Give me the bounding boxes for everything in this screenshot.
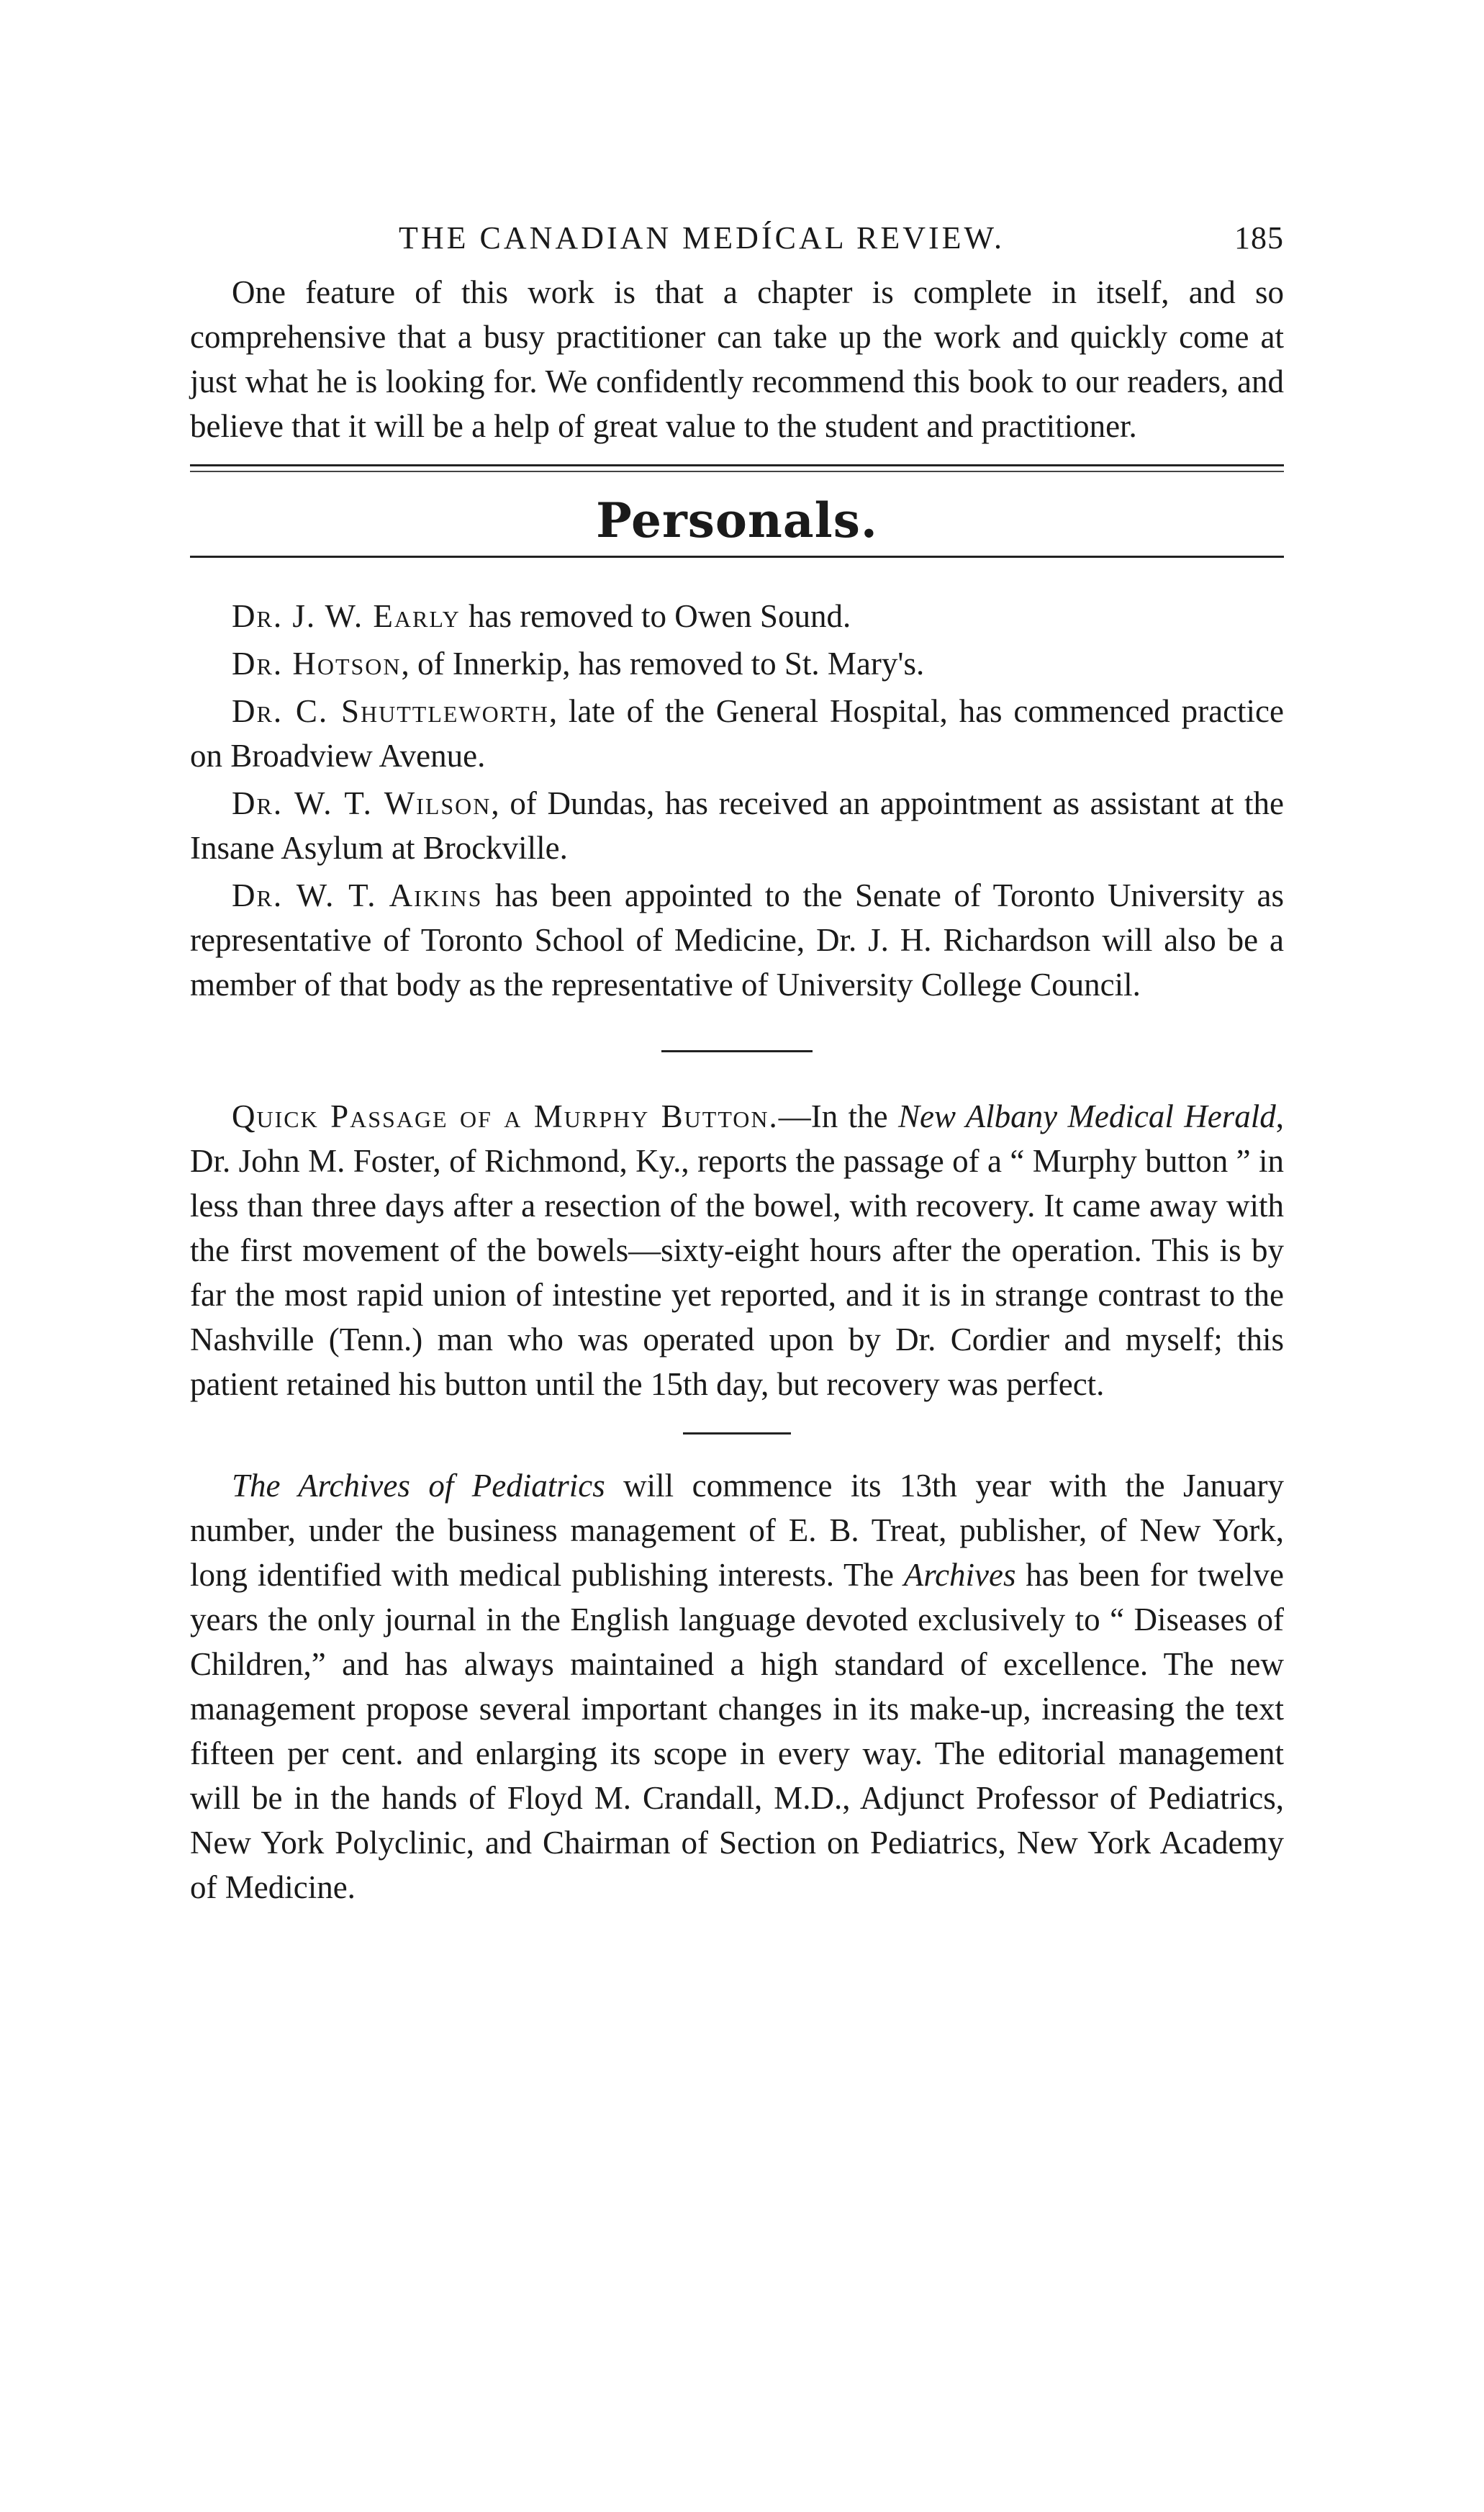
personal-item	[190, 689, 1284, 778]
personal-name: Dr. Hotson	[232, 646, 402, 682]
murphy-article	[190, 1094, 1284, 1406]
page-number: 185	[1234, 220, 1284, 256]
personal-name: Dr. J. W. Early	[232, 598, 461, 634]
personal-name: Dr. W. T. Wilson	[232, 785, 492, 821]
personal-item	[190, 873, 1284, 1007]
page	[190, 220, 1284, 1910]
archives-short-title: Archives	[903, 1557, 1016, 1593]
personal-text: has removed to Owen Sound.	[460, 598, 851, 634]
archives-text-2: has been for twelve years the only journal in the English language devoted exclusively to “ Diseases of Children,” and has always maintained a high standard of excellence. The new management propose several important changes in its make-up, increasing the text fifteen per cent. and enlarging its scope in every way. The editorial management will be in the hands of Floyd M. Crandall, M.D., Adjunct Professor of Pediatrics, New York Polyclinic, and Chairman of Section on Pediatrics, New York Academy of Medicine.	[190, 1557, 1284, 1905]
article-divider	[661, 1050, 813, 1052]
section-rule	[190, 556, 1284, 558]
personal-name: Dr. W. T. Aikins	[232, 877, 483, 913]
section-divider	[190, 464, 1284, 472]
personal-text: , of Dundas, has received an appointment as assistant at the Insane Asylum at Brockville.	[190, 785, 1284, 866]
intro-paragraph: One feature of this work is that a chapter is complete in itself, and so comprehensive that a busy practitioner can take up the work and quickly come at just what he is looking for. We confidently recommend this book to our readers, and believe that it will be a help of great value to the student and practitioner.	[190, 274, 1284, 444]
section-title: Personals.	[596, 492, 878, 548]
archives-article	[190, 1463, 1284, 1910]
personal-item	[190, 594, 1284, 638]
murphy-text-before: —In the	[778, 1098, 899, 1134]
personal-name: Dr. C. Shuttleworth	[232, 693, 549, 729]
personal-text: has been appointed to the Senate of Toronto University as representative of Toronto School of Medicine, Dr. J. H. Richardson will also be a member of that body as the representative of University College Council.	[190, 877, 1284, 1003]
running-title: THE CANADIAN MEDÍCAL REVIEW.	[399, 220, 1005, 256]
archives-title: The Archives of Pediatrics	[232, 1468, 605, 1504]
archives-text-1: will commence its 13th year with the January number, under the business management of E. B. Treat, publisher, of New York, long identified with medical publishing interests. The	[190, 1468, 1284, 1593]
article-divider	[683, 1432, 791, 1435]
personal-item	[190, 781, 1284, 870]
personal-text: , of Innerkip, has removed to St. Mary's.	[401, 646, 925, 682]
murphy-text-after: , Dr. John M. Foster, of Richmond, Ky., reports the passage of a “ Murphy button ” in less than three days after a resection of the bowel, with recovery. It came away with the first movement of the bowels—sixty-eight hours after the operation. This is by far the most rapid union of intestine yet reported, and it is in strange contrast to the Nashville (Tenn.) man who was operated upon by Dr. Cordier and myself; this patient retained his button until the 15th day, but recovery was perfect.	[190, 1098, 1285, 1402]
personal-item	[190, 641, 1284, 686]
murphy-heading: Quick Passage of a Murphy Button.	[232, 1098, 779, 1134]
running-head	[190, 220, 1284, 270]
murphy-source: New Albany Medical Herald	[898, 1098, 1276, 1134]
personal-text: , late of the General Hospital, has commenced practice on Broadview Avenue.	[190, 693, 1284, 774]
